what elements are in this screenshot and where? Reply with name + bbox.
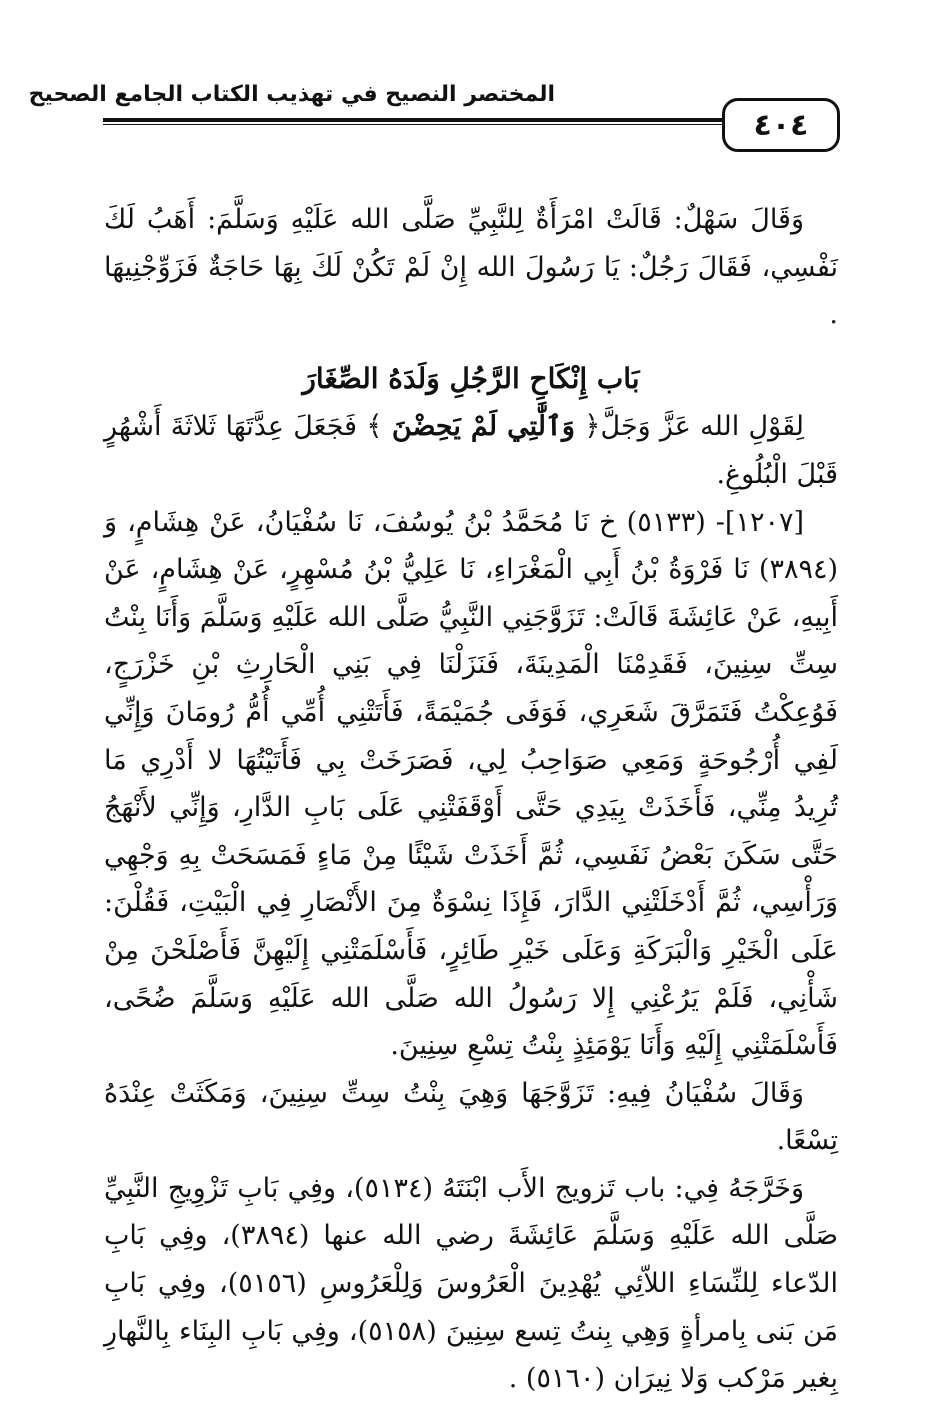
ornate-bracket-open: ﴿ bbox=[584, 409, 601, 443]
paragraph-takhrij: وَخَرَّجَهُ فِي: باب تَزويج الأَب ابْنَتَهُ (٥١٣٤)، وفِي بَابِ تَزْوِيجِ النَّبِيِّ صَلَّى الله عَلَيْهِ وَسَلَّمَ عَائِشَةَ رضي الله عنها (٣٨٩٤)، وفِي بَابِ الدّعاء لِلنِّسَاءِ اللاّئِي يُهْدِينَ الْعَرُوسَ وَلِلْعَرُوسِ (٥١٥٦)، وفِي بَابِ مَن بَنى بِامرأةٍ وَهِي بِنتُ تِسع سِنِينَ (٥١٥٨)، وفِي بَابِ البِنَاء بِالنَّهارِ بِغير مَرْكب وَلا نِيرَان (٥١٦٠) . bbox=[104, 1172, 838, 1395]
quran-verse: وَٱلَّٰتِي لَمْ يَحِضْنَ bbox=[391, 411, 575, 443]
page-number-frame bbox=[722, 98, 840, 152]
header-rule bbox=[103, 118, 723, 125]
running-title: المختصر النصيح في تهذيب الكتاب الجامع الصحيح bbox=[28, 82, 555, 107]
paragraph-verse bbox=[104, 402, 838, 498]
body-text bbox=[104, 196, 838, 1403]
paragraph-sahl: وَقَالَ سَهْلٌ: قَالَتْ امْرَأَةٌ لِلنَّبِيِّ صَلَّى الله عَلَيْهِ وَسَلَّمَ: أَهَبُ لَكَ نَفْسِي، فَقَالَ رَجُلٌ: يَا رَسُولَ الله إِنْ لَمْ تَكُنْ لَكَ بِهَا حَاجَةٌ فَزَوِّجْنِيهَا . bbox=[104, 204, 838, 331]
verse-after: فَجَعَلَ عِدَّتَهَا ثَلاثَةَ أَشْهُرٍ قَبْلَ الْبُلُوغِ. bbox=[104, 411, 838, 490]
ornate-bracket-close: ﴾ bbox=[366, 409, 383, 443]
verse-intro: لِقَوْلِ الله عَزَّ وَجَلَّ bbox=[600, 411, 804, 443]
page-number: ٤٠٤ bbox=[753, 107, 809, 143]
paragraph-sufyan: وَقَالَ سُفْيَانُ فِيهِ: تَزَوَّجَهَا وَهِيَ بِنْتُ سِتِّ سِنِينَ، وَمَكَثَتْ عِنْدَهُ تِسْعًا. bbox=[104, 1077, 838, 1157]
paragraph-hadith: [١٢٠٧]- (٥١٣٣) خ نَا مُحَمَّدُ بْنُ يُوسُفَ، نَا سُفْيَانُ، عَنْ هِشَامٍ، وَ (٣٨٩٤) نَا فَرْوَةُ بْنُ أَبِي الْمَغْرَاءِ، نَا عَلِيُّ بْنُ مُسْهِرٍ، عَنْ هِشَامٍ، عَنْ أَبِيهِ، عَنْ عَائِشَةَ قَالَتْ: تَزَوَّجَنِي النَّبِيُّ صَلَّى الله عَلَيْهِ وَسَلَّمَ وَأَنَا بِنْتُ سِتِّ سِنِينَ، فَقَدِمْنَا الْمَدِينَةَ، فَنَزَلْنَا فِي بَنِي الْحَارِثِ بْنِ خَزْرَجٍ، فَوُعِكْتُ فَتَمَرَّقَ شَعَرِي، فَوَفَى جُمَيْمَةً، فَأَتَتْنِي أُمِّي أُمُّ رُومَانَ وَإِنِّي لَفِي أُرْجُوحَةٍ وَمَعِي صَوَاحِبُ لِي، فَصَرَخَتْ بِي فَأَتَيْتُهَا لا أَدْرِي مَا تُرِيدُ مِنِّي، فَأَخَذَتْ بِيَدِي حَتَّى أَوْقَفَتْنِي عَلَى بَابِ الدَّارِ، وَإِنِّي لأَنْهَجُ حَتَّى سَكَنَ بَعْضُ نَفَسِي، ثُمَّ أَخَذَتْ شَيْئًا مِنْ مَاءٍ فَمَسَحَتْ بِهِ وَجْهِي وَرَأْسِي، ثُمَّ أَدْخَلَتْنِي الدَّارَ، فَإِذَا نِسْوَةٌ مِنَ الأَنْصَارِ فِي الْبَيْتِ، فَقُلْنَ: عَلَى الْخَيْرِ وَالْبَرَكَةِ وَعَلَى خَيْرِ طَائِرٍ، فَأَسْلَمَتْنِي إِلَيْهِنَّ فَأَصْلَحْنَ مِنْ شَأْنِي، فَلَمْ يَرُعْنِي إِلا رَسُولُ الله صَلَّى الله عَلَيْهِ وَسَلَّمَ ضُحًى، فَأَسْلَمَتْنِي إِلَيْهِ وَأَنَا يَوْمَئِذٍ بِنْتُ تِسْعِ سِنِينَ. bbox=[104, 506, 838, 1062]
chapter-title: بَاب إِنْكَاحِ الرَّجُلِ وَلَدَهُ الصِّغَارَ bbox=[302, 361, 640, 395]
